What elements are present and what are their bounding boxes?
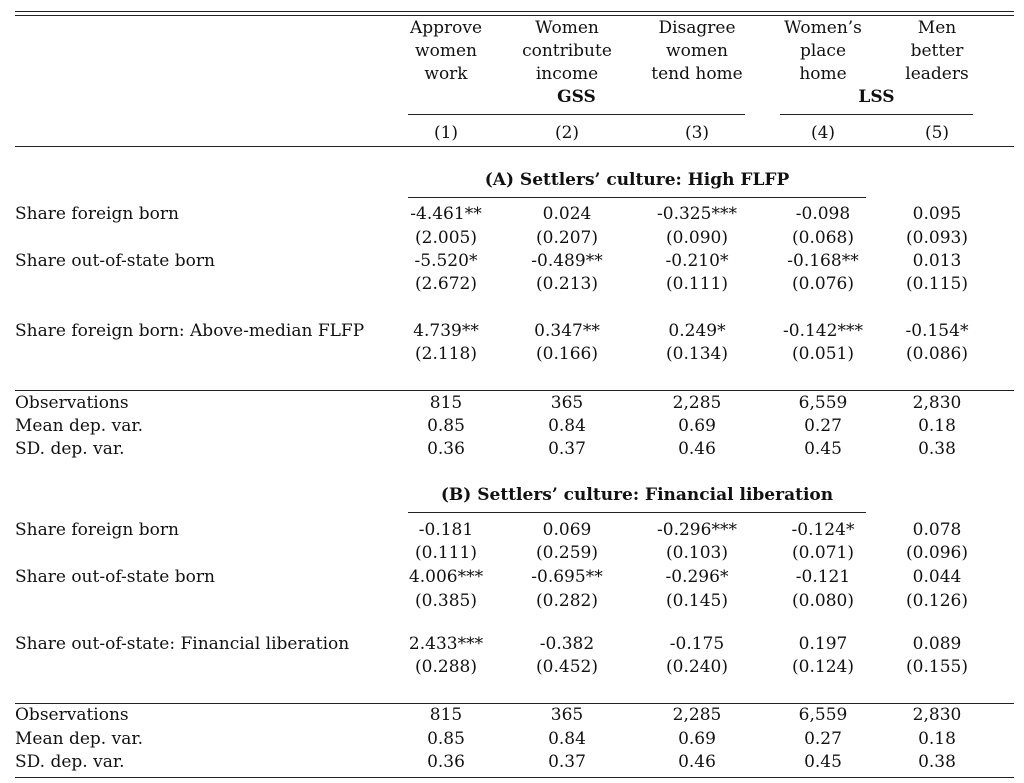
stat-label: Mean dep. var. — [15, 729, 143, 749]
coef-cell: 0.044 — [912, 567, 962, 587]
stat-cell: 0.69 — [678, 729, 716, 749]
se-cell: (0.166) — [536, 344, 598, 364]
se-cell: (0.134) — [666, 344, 728, 364]
se-cell: (0.282) — [536, 591, 598, 611]
col-header-5: Men better leaders — [905, 18, 969, 84]
group-label-lss: LSS — [858, 87, 895, 107]
se-cell: (0.155) — [906, 657, 968, 677]
panel-a-title: (A) Settlers’ culture: High FLFP — [484, 170, 790, 190]
stat-cell: 365 — [550, 393, 584, 413]
bottom-rule — [15, 777, 1014, 778]
se-cell: (0.240) — [666, 657, 728, 677]
se-cell: (0.080) — [792, 591, 854, 611]
se-cell: (0.213) — [536, 274, 598, 294]
coef-cell: -4.461** — [410, 204, 482, 224]
col-header-1: Approve women work — [409, 18, 483, 84]
panel-b-title-rule — [408, 512, 866, 513]
row-label: Share foreign born — [15, 204, 179, 224]
stat-cell: 2,830 — [912, 705, 962, 725]
panel-b-stats-rule — [15, 703, 1014, 704]
coef-cell: -0.142*** — [783, 321, 863, 341]
se-cell: (0.115) — [906, 274, 968, 294]
panel-a-title-rule — [408, 197, 866, 198]
col-number-5: (5) — [924, 123, 950, 143]
group-label-gss: GSS — [557, 87, 596, 107]
row-label: Share out-of-state: Financial liberation — [15, 634, 350, 654]
coef-cell: -0.489** — [531, 251, 603, 271]
se-cell: (0.124) — [792, 657, 854, 677]
row-label: Share foreign born: Above-median FLFP — [15, 321, 365, 341]
coef-cell: -0.168** — [787, 251, 859, 271]
coef-cell: -0.154* — [905, 321, 969, 341]
se-cell: (0.111) — [415, 543, 477, 563]
coef-cell: 0.069 — [542, 520, 592, 540]
se-cell: (0.126) — [906, 591, 968, 611]
coef-cell: -0.296*** — [657, 520, 737, 540]
se-cell: (2.672) — [415, 274, 477, 294]
row-label: Share out-of-state born — [15, 567, 215, 587]
se-cell: (0.207) — [536, 228, 598, 248]
se-cell: (0.090) — [666, 228, 728, 248]
coef-cell: 0.078 — [912, 520, 962, 540]
stat-cell: 0.46 — [678, 752, 716, 772]
stat-cell: 0.36 — [427, 752, 465, 772]
coef-cell: -0.296* — [665, 567, 729, 587]
lss-underline — [780, 114, 973, 115]
row-label: Share foreign born — [15, 520, 179, 540]
stat-cell: 0.18 — [918, 729, 956, 749]
coef-cell: 4.006*** — [408, 567, 484, 587]
col-number-1: (1) — [433, 123, 459, 143]
stat-cell: 0.38 — [918, 752, 956, 772]
se-cell: (0.068) — [792, 228, 854, 248]
col-header-3: Disagree women tend home — [651, 18, 743, 84]
coef-cell: 0.197 — [798, 634, 848, 654]
coef-cell: -0.098 — [795, 204, 851, 224]
se-cell: (0.111) — [666, 274, 728, 294]
row-label: Share out-of-state born — [15, 251, 215, 271]
se-cell: (2.118) — [415, 344, 477, 364]
se-cell: (0.086) — [906, 344, 968, 364]
col-number-3: (3) — [684, 123, 710, 143]
se-cell: (0.385) — [415, 591, 477, 611]
coef-cell: 4.739** — [413, 321, 479, 341]
stat-label: SD. dep. var. — [15, 439, 125, 459]
stat-label: Observations — [15, 393, 129, 413]
stat-cell: 2,285 — [672, 393, 722, 413]
stat-cell: 815 — [429, 705, 463, 725]
stat-cell: 0.84 — [548, 416, 586, 436]
coef-cell: -0.325*** — [657, 204, 737, 224]
coef-cell: -0.382 — [539, 634, 595, 654]
stat-cell: 0.38 — [918, 439, 956, 459]
stat-label: Observations — [15, 705, 129, 725]
se-cell: (0.076) — [792, 274, 854, 294]
col-number-4: (4) — [810, 123, 836, 143]
stat-cell: 6,559 — [798, 393, 848, 413]
stat-cell: 0.69 — [678, 416, 716, 436]
stat-cell: 0.85 — [427, 729, 465, 749]
se-cell: (0.071) — [792, 543, 854, 563]
stat-cell: 365 — [550, 705, 584, 725]
stat-cell: 0.37 — [548, 752, 586, 772]
coef-cell: -5.520* — [414, 251, 478, 271]
coef-cell: 0.095 — [912, 204, 962, 224]
stat-cell: 0.85 — [427, 416, 465, 436]
coef-cell: -0.121 — [795, 567, 851, 587]
coef-cell: 0.249* — [668, 321, 726, 341]
coef-cell: -0.175 — [669, 634, 725, 654]
stat-cell: 0.46 — [678, 439, 716, 459]
stat-cell: 0.18 — [918, 416, 956, 436]
top-rule-inner — [15, 15, 1014, 16]
coef-cell: -0.695** — [531, 567, 603, 587]
coef-cell: 0.024 — [542, 204, 592, 224]
se-cell: (0.051) — [792, 344, 854, 364]
stat-cell: 815 — [429, 393, 463, 413]
coef-cell: -0.210* — [665, 251, 729, 271]
coef-cell: 0.347** — [534, 321, 600, 341]
panel-a-stats-rule — [15, 390, 1014, 391]
col-number-2: (2) — [554, 123, 580, 143]
coef-cell: 2.433*** — [408, 634, 484, 654]
se-cell: (0.145) — [666, 591, 728, 611]
stat-cell: 0.45 — [804, 439, 842, 459]
stat-cell: 2,830 — [912, 393, 962, 413]
gss-underline — [408, 114, 745, 115]
stat-cell: 0.37 — [548, 439, 586, 459]
se-cell: (0.096) — [906, 543, 968, 563]
se-cell: (0.259) — [536, 543, 598, 563]
stat-cell: 0.36 — [427, 439, 465, 459]
stat-cell: 0.84 — [548, 729, 586, 749]
stat-cell: 2,285 — [672, 705, 722, 725]
stat-cell: 0.45 — [804, 752, 842, 772]
panel-b-title: (B) Settlers’ culture: Financial liberation — [440, 485, 834, 505]
stat-label: Mean dep. var. — [15, 416, 143, 436]
coef-cell: -0.124* — [791, 520, 855, 540]
col-header-4: Women’s place home — [784, 18, 862, 84]
coef-cell: -0.181 — [418, 520, 474, 540]
se-cell: (0.093) — [906, 228, 968, 248]
coef-cell: 0.013 — [912, 251, 962, 271]
stat-cell: 6,559 — [798, 705, 848, 725]
se-cell: (0.103) — [666, 543, 728, 563]
col-header-2: Women contribute income — [522, 18, 612, 84]
top-rule — [15, 11, 1014, 12]
stat-cell: 0.27 — [804, 416, 842, 436]
stat-label: SD. dep. var. — [15, 752, 125, 772]
se-cell: (2.005) — [415, 228, 477, 248]
se-cell: (0.288) — [415, 657, 477, 677]
se-cell: (0.452) — [536, 657, 598, 677]
stat-cell: 0.27 — [804, 729, 842, 749]
coef-cell: 0.089 — [912, 634, 962, 654]
header-rule — [15, 146, 1014, 147]
